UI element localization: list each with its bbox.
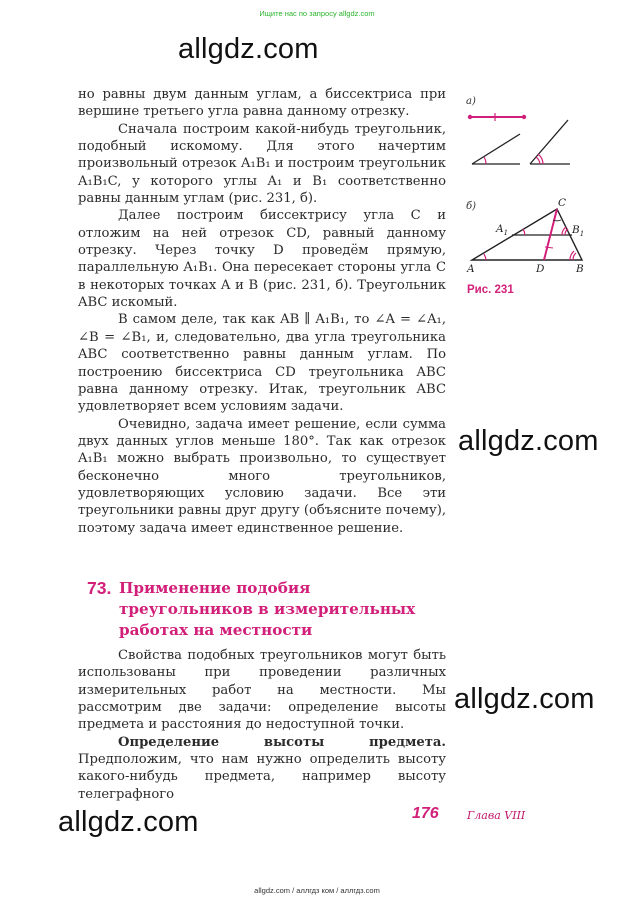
paragraph-6: Свойства подобных треугольников могут быть использованы при проведении различных измерительных работ на местности. Мы рассмотрим две задачи: определение высоты предмета и расстояния до недоступной точки. bbox=[78, 648, 446, 733]
paragraph-3: Далее построим биссектрису угла C и отложим на ней отрезок CD, равный данному отрезку. Через точку D проведём прямую, параллельную A₁B₁. Она пересекает стороны угла C в некоторых точках A и B (рис. 231, б). Треугольник ABC искомый. bbox=[78, 208, 446, 311]
subheading-height: Определение высоты предмета. bbox=[118, 734, 446, 750]
watermark-bottom: allgdz.com bbox=[58, 806, 199, 838]
label-a: A bbox=[467, 263, 475, 275]
section-number: 73. bbox=[87, 578, 112, 598]
figure-part-a-label: а) bbox=[466, 96, 476, 107]
angle2-side bbox=[530, 120, 568, 164]
angle-b-arc-inner bbox=[573, 253, 576, 260]
segment-end-left bbox=[468, 115, 472, 119]
paragraph-7-text: Предположим, что нам нужно определить высоту какого-нибудь предмета, например высоту телеграфного bbox=[78, 752, 446, 802]
chapter-label: Глава VIII bbox=[467, 809, 526, 822]
angle-a1-arc bbox=[523, 229, 525, 235]
footer-links[interactable]: allgdz.com / аллгдз ком / аллгдз.com bbox=[254, 886, 380, 895]
angle1-side bbox=[472, 134, 520, 164]
watermark-right-1: allgdz.com bbox=[458, 425, 599, 457]
text-column-bottom bbox=[78, 647, 446, 803]
paragraph-4: В самом деле, так как AB ∥ A₁B₁, то ∠A = ∠A₁, ∠B = ∠B₁, и, следовательно, два угла треугольника ABC соответственно равны данным углам. По построению биссектриса CD треугольника ABC равна данному отрезку. Итак, треугольник ABC удовлетворяет всем условиям задачи. bbox=[78, 312, 446, 415]
watermark-top: allgdz.com bbox=[178, 33, 319, 65]
segment-end-right bbox=[522, 115, 526, 119]
paragraph-1: но равны двум данным углам, а биссектриса при вершине третьего угла равна данному отрезку. bbox=[78, 87, 446, 120]
angle1-arc bbox=[484, 157, 486, 164]
paragraph-7 bbox=[78, 734, 446, 803]
label-a1: $A_1$ bbox=[496, 223, 509, 237]
paragraph-5: Очевидно, задача имеет решение, если сумма двух данных углов меньше 180°. Так как отрезок A₁B₁ можно выбрать произвольно, то существует бесконечно много треугольников, удовлетворяющих условию задачи. Все эти треугольники равны друг другу (объясните почему), поэтому задача имеет единственное решение. bbox=[78, 416, 446, 536]
watermark-right-2: allgdz.com bbox=[454, 683, 595, 715]
figure-231 bbox=[462, 92, 592, 282]
header-search-link[interactable]: Ищите нас по запросу allgdz.com bbox=[259, 9, 375, 18]
figure-part-b-label: б) bbox=[466, 201, 477, 212]
label-b: B bbox=[576, 263, 584, 275]
label-b1: $B_1$ bbox=[572, 224, 585, 238]
figure-caption: Рис. 231 bbox=[467, 284, 514, 296]
angle2-arc-inner bbox=[536, 157, 540, 164]
label-d: D bbox=[536, 263, 545, 275]
angle-a-arc bbox=[484, 254, 486, 260]
label-c: C bbox=[558, 197, 567, 209]
page-number: 176 bbox=[412, 805, 439, 822]
paragraph-2: Сначала построим какой-нибудь треугольник, подобный искомому. Для этого начертим произвольный отрезок A₁B₁ и построим треугольник A₁B₁C, у которого углы A₁ и B₁ соответственно равны данным углам (рис. 231, б). bbox=[78, 121, 446, 207]
text-column-top bbox=[78, 86, 446, 537]
angle-c-arc bbox=[553, 220, 561, 221]
section-title: Применение подобия треугольников в измерительных работах на местности bbox=[119, 579, 416, 639]
